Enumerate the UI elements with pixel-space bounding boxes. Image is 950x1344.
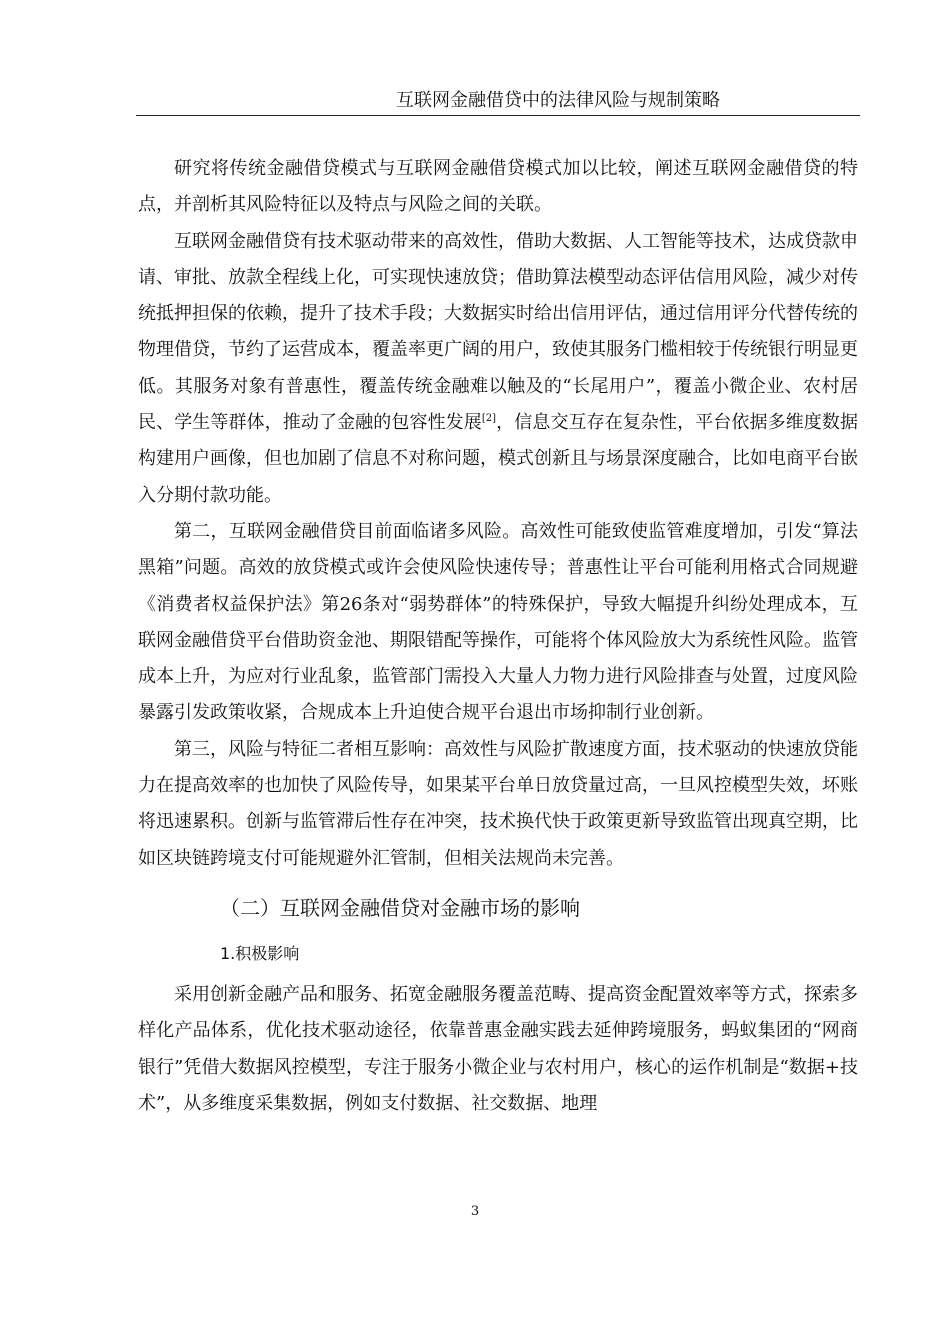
paragraph-characteristics-tail: ，信息交互存在复杂性，平台依据多维度数据构建用户画像，但也加剧了信息不对称问题，模式创新且与场景深度融合，比如电商平台嵌入分期付款功能。 bbox=[138, 412, 859, 506]
paragraph-risks: 第二，互联网金融借贷目前面临诸多风险。高效性可能致使监管难度增加，引发“算法黑箱”问题。高效的放贷模式或许会使风险快速传导；普惠性让平台可能利用格式合同规避《消费者权益保护法》第26条对“弱势群体”的特殊保护，导致大幅提升纠纷处理成本，互联网金融借贷平台借助资金池、期限错配等操作，可能将个体风险放大为系统性风险。监管成本上升，为应对行业乱象，监管部门需投入大量人力物力进行风险排查与处置，过度风险暴露引发政策收紧，合规成本上升迫使合规平台退出市场抑制行业创新。 bbox=[138, 520, 858, 724]
sub-heading: 1.积极影响 bbox=[220, 943, 300, 963]
paragraph-intro: 研究将传统金融借贷模式与互联网金融借贷模式加以比较，阐述互联网金融借贷的特点，并剖析其风险特征以及特点与风险之间的关联。 bbox=[138, 158, 858, 216]
paragraph-characteristics-text: 互联网金融借贷有技术驱动带来的高效性，借助大数据、人工智能等技术，达成贷款申请、审批、放款全程线上化，可实现快速放贷；借助算法模型动态评估信用风险，减少对传统抵押担保的依赖，提升了技术手段；大数据实时给出信用评估，通过信用评分代替传统的物理借贷，节约了运营成本，覆盖率更广阔的用户，致使其服务门槛相较于传统银行明显更低。其服务对象有普惠性，覆盖传统金融难以触及的“长尾用户”，覆盖小微企业、农村居民、学生等群体，推动了金融的包容性发展 bbox=[138, 230, 858, 434]
citation-marker: [2] bbox=[481, 413, 497, 425]
page-number: 3 bbox=[470, 1204, 480, 1219]
header-rule bbox=[136, 115, 860, 116]
running-header: 互联网金融借贷中的法律风险与规制策略 bbox=[396, 90, 720, 111]
paragraph-interaction: 第三，风险与特征二者相互影响：高效性与风险扩散速度方面，技术驱动的快速放贷能力在提高效率的也加快了风险传导，如果某平台单日放贷量过高，一旦风控模型失效，坏账将迅速累积。创新与监管滞后性存在冲突，技术换代快于政策更新导致监管出现真空期，比如区块链跨境支付可能规避外汇管制，但相关法规尚未完善。 bbox=[138, 738, 858, 869]
paragraph-characteristics bbox=[138, 224, 858, 514]
paragraph-positive-impact: 采用创新金融产品和服务、拓宽金融服务覆盖范畴、提高资金配置效率等方式，探索多样化产品体系，优化技术驱动途径，依靠普惠金融实践去延伸跨境服务，蚂蚁集团的“网商银行”凭借大数据风控模型，专注于服务小微企业与农村用户，核心的运作机制是“数据+技术”，从多维度采集数据，例如支付数据、社交数据、地理 bbox=[138, 983, 858, 1114]
section-heading: （二）互联网金融借贷对金融市场的影响 bbox=[220, 895, 580, 920]
body-text bbox=[138, 151, 858, 1122]
